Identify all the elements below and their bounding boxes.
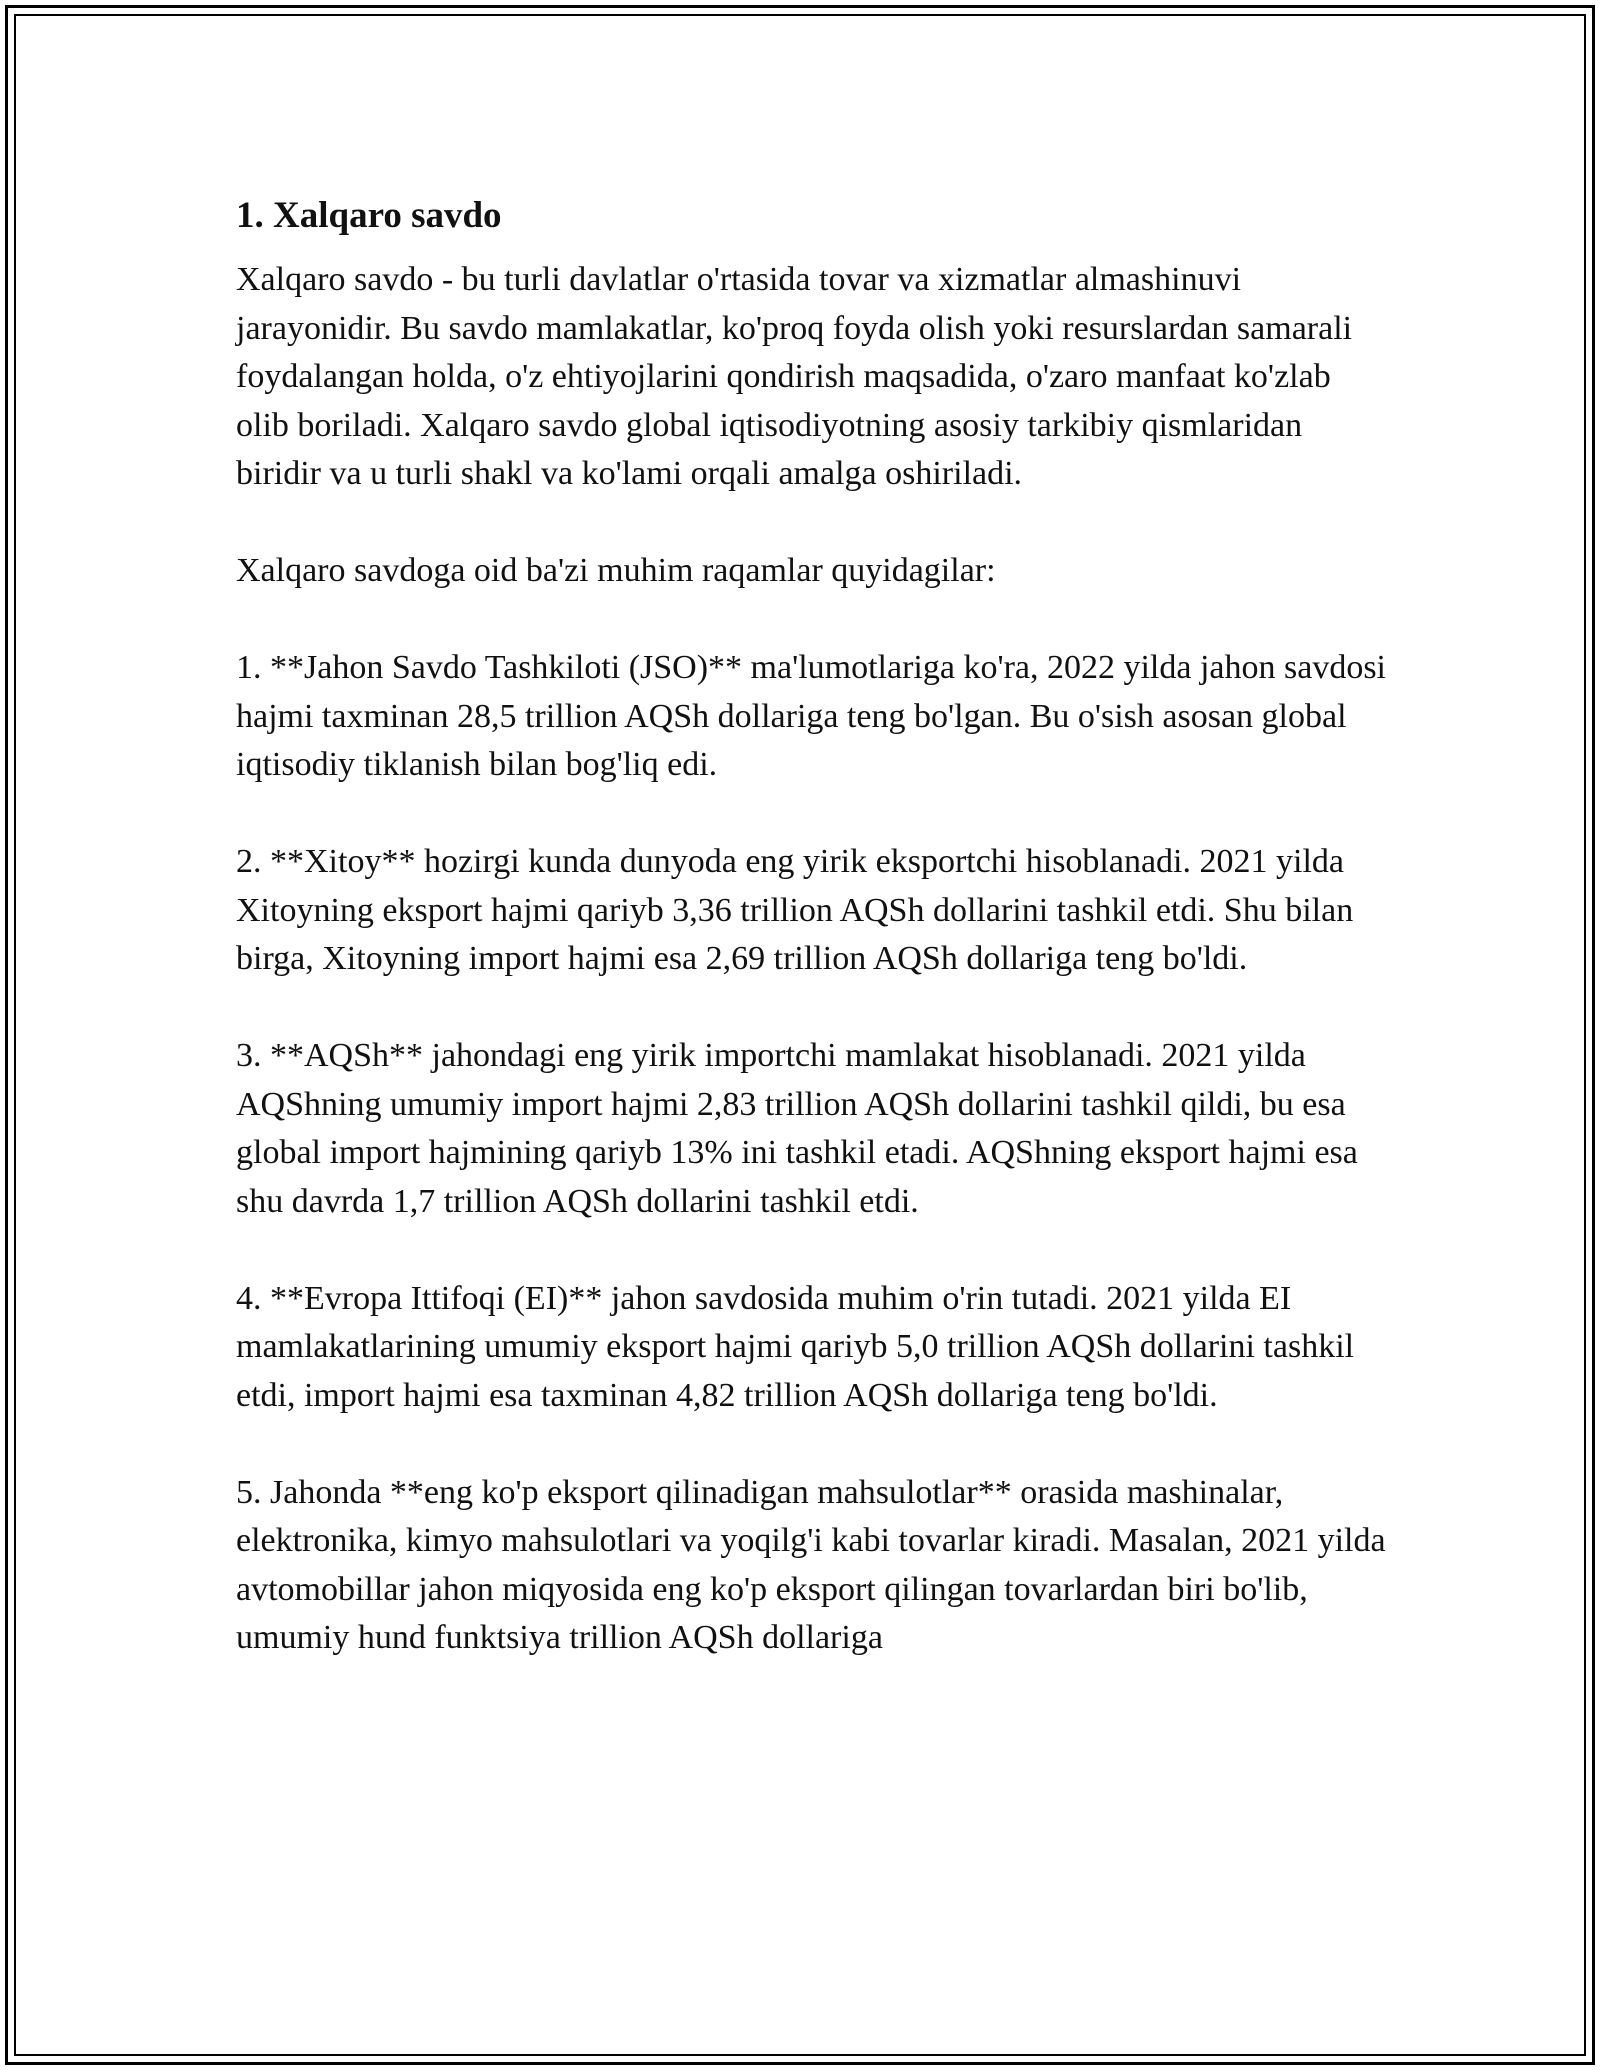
figures-intro-paragraph: Xalqaro savdoga oid ba'zi muhim raqamlar quyidagilar: xyxy=(236,552,996,589)
list-item-china: 2. **Xitoy** hozirgi kunda dunyoda eng yirik eksportchi hisoblanadi. 2021 yilda Xitoyning eksport hajmi qariyb 3,36 trillion AQSh dollarini tashkil etdi. Shu bilan birga, Xitoyning import hajmi esa 2,69 trillion AQSh dollariga teng bo'ldi. xyxy=(236,843,1354,977)
document-title: 1. Xalqaro savdo xyxy=(236,195,502,236)
intro-paragraph: Xalqaro savdo - bu turli davlatlar o'rtasida tovar va xizmatlar almashinuvi jarayonidir. Bu savdo mamlakatlar, ko'proq foyda olish yoki resurslardan samarali foydalangan holda, o'z ehtiyojlarini qondirish maqsadida, o'zaro manfaat ko'zlab olib boriladi. Xalqaro savdo global iqtisodiyotning asosiy tarkibiy qismlaridan biridir va u turli shakl va ko'lami orqali amalga oshiriladi. xyxy=(236,261,1353,492)
list-item-wto: 1. **Jahon Savdo Tashkiloti (JSO)** ma'lumotlariga ko'ra, 2022 yilda jahon savdosi hajmi taxminan 28,5 trillion AQSh dollariga teng bo'lgan. Bu o'sish asosan global iqtisodiy tiklanish bilan bog'liq edi. xyxy=(236,649,1387,783)
list-item-top-exports: 5. Jahonda **eng ko'p eksport qilinadigan mahsulotlar** orasida mashinalar, elektronika, kimyo mahsulotlari va yoqilg'i kabi tovarlar kiradi. Masalan, 2021 yilda avtomobillar jahon miqyosida eng ko'p eksport qilingan tovarlardan biri bo'lib, umumiy hund funktsiya trillion AQSh dollariga xyxy=(236,1473,1386,1656)
list-item-usa: 3. **AQSh** jahondagi eng yirik importchi mamlakat hisoblanadi. 2021 yilda AQShning umumiy import hajmi 2,83 trillion AQSh dollarini tashkil qildi, bu esa global import hajmining qariyb 13% ini tashkil etadi. AQShning eksport hajmi esa shu davrda 1,7 trillion AQSh dollarini tashkil etdi. xyxy=(236,1037,1358,1220)
document-body xyxy=(236,188,1386,1663)
list-item-eu: 4. **Evropa Ittifoqi (EI)** jahon savdosida muhim o'rin tutadi. 2021 yilda EI mamlakatlarining umumiy eksport hajmi qariyb 5,0 trillion AQSh dollarini tashkil etdi, import hajmi esa taxminan 4,82 trillion AQSh dollariga teng bo'ldi. xyxy=(236,1279,1355,1414)
